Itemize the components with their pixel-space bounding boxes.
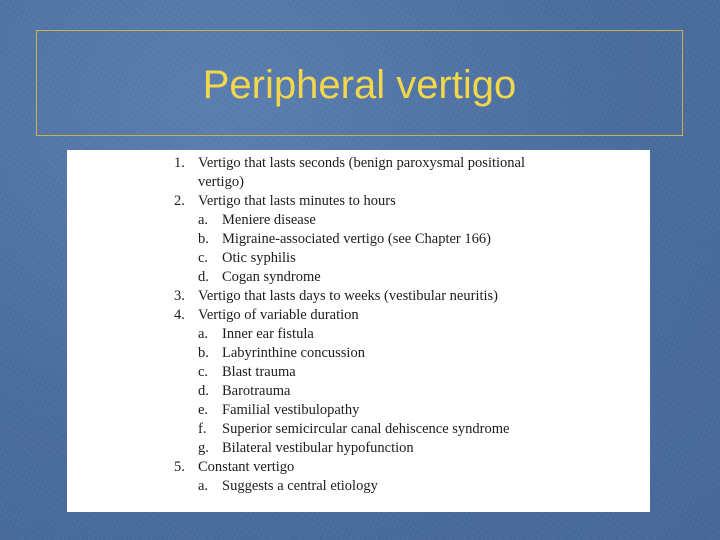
list-item-text: Suggests a central etiology <box>222 478 378 494</box>
list-subitem <box>174 401 634 420</box>
list-indent <box>174 439 198 458</box>
list-marker: 5. <box>174 459 185 475</box>
list-item-text: Otic syphilis <box>222 250 296 266</box>
list-item-text: Inner ear fistula <box>222 326 314 342</box>
list-marker: f. <box>198 421 207 437</box>
list-item-text: Meniere disease <box>222 212 316 228</box>
list-item-text: Migraine-associated vertigo (see Chapter 166) <box>222 231 491 247</box>
list-item-continuation <box>174 173 634 192</box>
list-marker: d. <box>198 269 209 285</box>
list-indent <box>174 249 198 268</box>
list-indent <box>174 401 198 420</box>
list-subitem <box>174 382 634 401</box>
list-indent <box>174 363 198 382</box>
list-subitem <box>174 477 634 496</box>
list-item-text: Labyrinthine concussion <box>222 345 365 361</box>
list-subitem <box>174 325 634 344</box>
list-marker: g. <box>198 440 209 456</box>
list-subitem <box>174 420 634 439</box>
list-subitem <box>174 249 634 268</box>
list-item-text: Blast trauma <box>222 364 296 380</box>
list-marker: b. <box>198 345 209 361</box>
list-marker: a. <box>198 478 209 494</box>
list-item-text: Vertigo of variable duration <box>198 307 359 323</box>
list-indent <box>174 268 198 287</box>
list-item-text: vertigo) <box>198 174 244 190</box>
list-subitem <box>174 211 634 230</box>
list-subitem <box>174 230 634 249</box>
list-marker: c. <box>198 364 209 380</box>
list-item <box>174 306 634 325</box>
list-item-text: Vertigo that lasts minutes to hours <box>198 193 396 209</box>
list-item-text: Vertigo that lasts seconds (benign paroxysmal positional <box>198 155 526 171</box>
list-indent <box>174 477 198 496</box>
list-subitem <box>174 344 634 363</box>
list-subitem <box>174 363 634 382</box>
list-item-text: Superior semicircular canal dehiscence syndrome <box>222 421 510 437</box>
list-marker: c. <box>198 250 209 266</box>
list-marker: 4. <box>174 307 185 323</box>
list-subitem <box>174 439 634 458</box>
list-marker: d. <box>198 383 209 399</box>
list-item <box>174 192 634 211</box>
title-placeholder <box>36 30 683 136</box>
vertigo-list <box>174 154 634 496</box>
list-indent <box>174 173 198 192</box>
list-marker: a. <box>198 212 209 228</box>
list-item-text: Barotrauma <box>222 383 291 399</box>
list-marker: 2. <box>174 193 185 209</box>
slide-title: Peripheral vertigo <box>202 63 517 107</box>
list-item-text: Constant vertigo <box>198 459 295 475</box>
list-item-text: Cogan syndrome <box>222 269 321 285</box>
list-indent <box>174 325 198 344</box>
list-indent <box>174 230 198 249</box>
list-item-text: Vertigo that lasts days to weeks (vestibular neuritis) <box>198 288 499 304</box>
list-item-text: Familial vestibulopathy <box>222 402 360 418</box>
list-item <box>174 154 634 173</box>
list-marker: a. <box>198 326 209 342</box>
list-marker: 1. <box>174 155 185 171</box>
list-marker: b. <box>198 231 209 247</box>
content-image <box>67 150 650 512</box>
list-marker: 3. <box>174 288 185 304</box>
list-item <box>174 287 634 306</box>
list-marker: e. <box>198 402 209 418</box>
list-indent <box>174 420 198 439</box>
list-indent <box>174 211 198 230</box>
list-indent <box>174 382 198 401</box>
list-indent <box>174 344 198 363</box>
list-item-text: Bilateral vestibular hypofunction <box>222 440 414 456</box>
list-subitem <box>174 268 634 287</box>
list-item <box>174 458 634 477</box>
